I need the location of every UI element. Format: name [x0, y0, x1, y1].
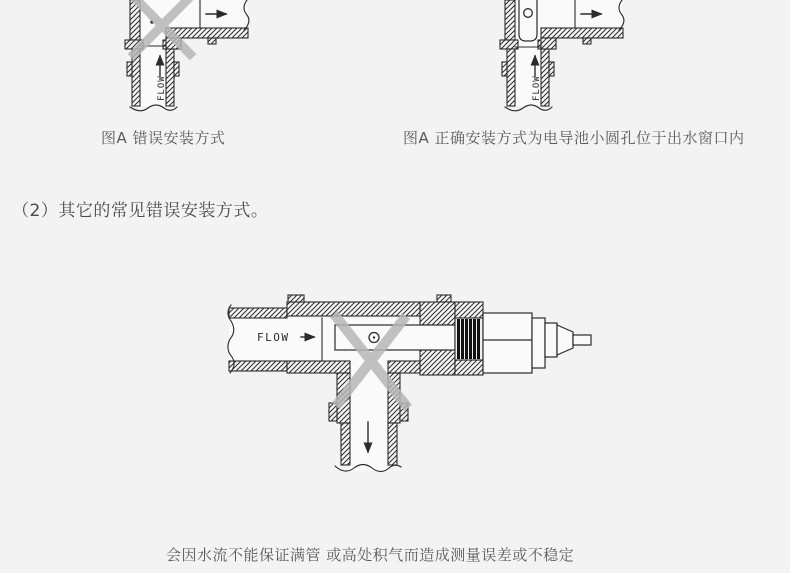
flow-label: FLOW [532, 75, 542, 101]
sensor-connector-body [483, 313, 591, 373]
flow-label: FLOW [257, 331, 290, 344]
wrong-tee-installation-diagram [225, 287, 615, 487]
figure-a-correct-diagram [465, 0, 695, 125]
flow-label: FLOW [157, 75, 167, 101]
section-heading: （2）其它的常见错误安装方式。 [12, 201, 269, 221]
figure-a-wrong-diagram [90, 0, 320, 125]
sensor-cable [573, 335, 591, 345]
main-figure-caption: 会因水流不能保证满管 或高处积气而造成测量误差或不稳定 [166, 546, 575, 564]
figure-a-wrong-caption: 图A 错误安装方式 [101, 129, 226, 147]
figure-a-correct-caption: 图A 正确安装方式为电导池小圆孔位于出水窗口内 [403, 129, 745, 147]
conductivity-sensor-probe [519, 0, 537, 41]
sensor-thread-section [455, 318, 483, 360]
